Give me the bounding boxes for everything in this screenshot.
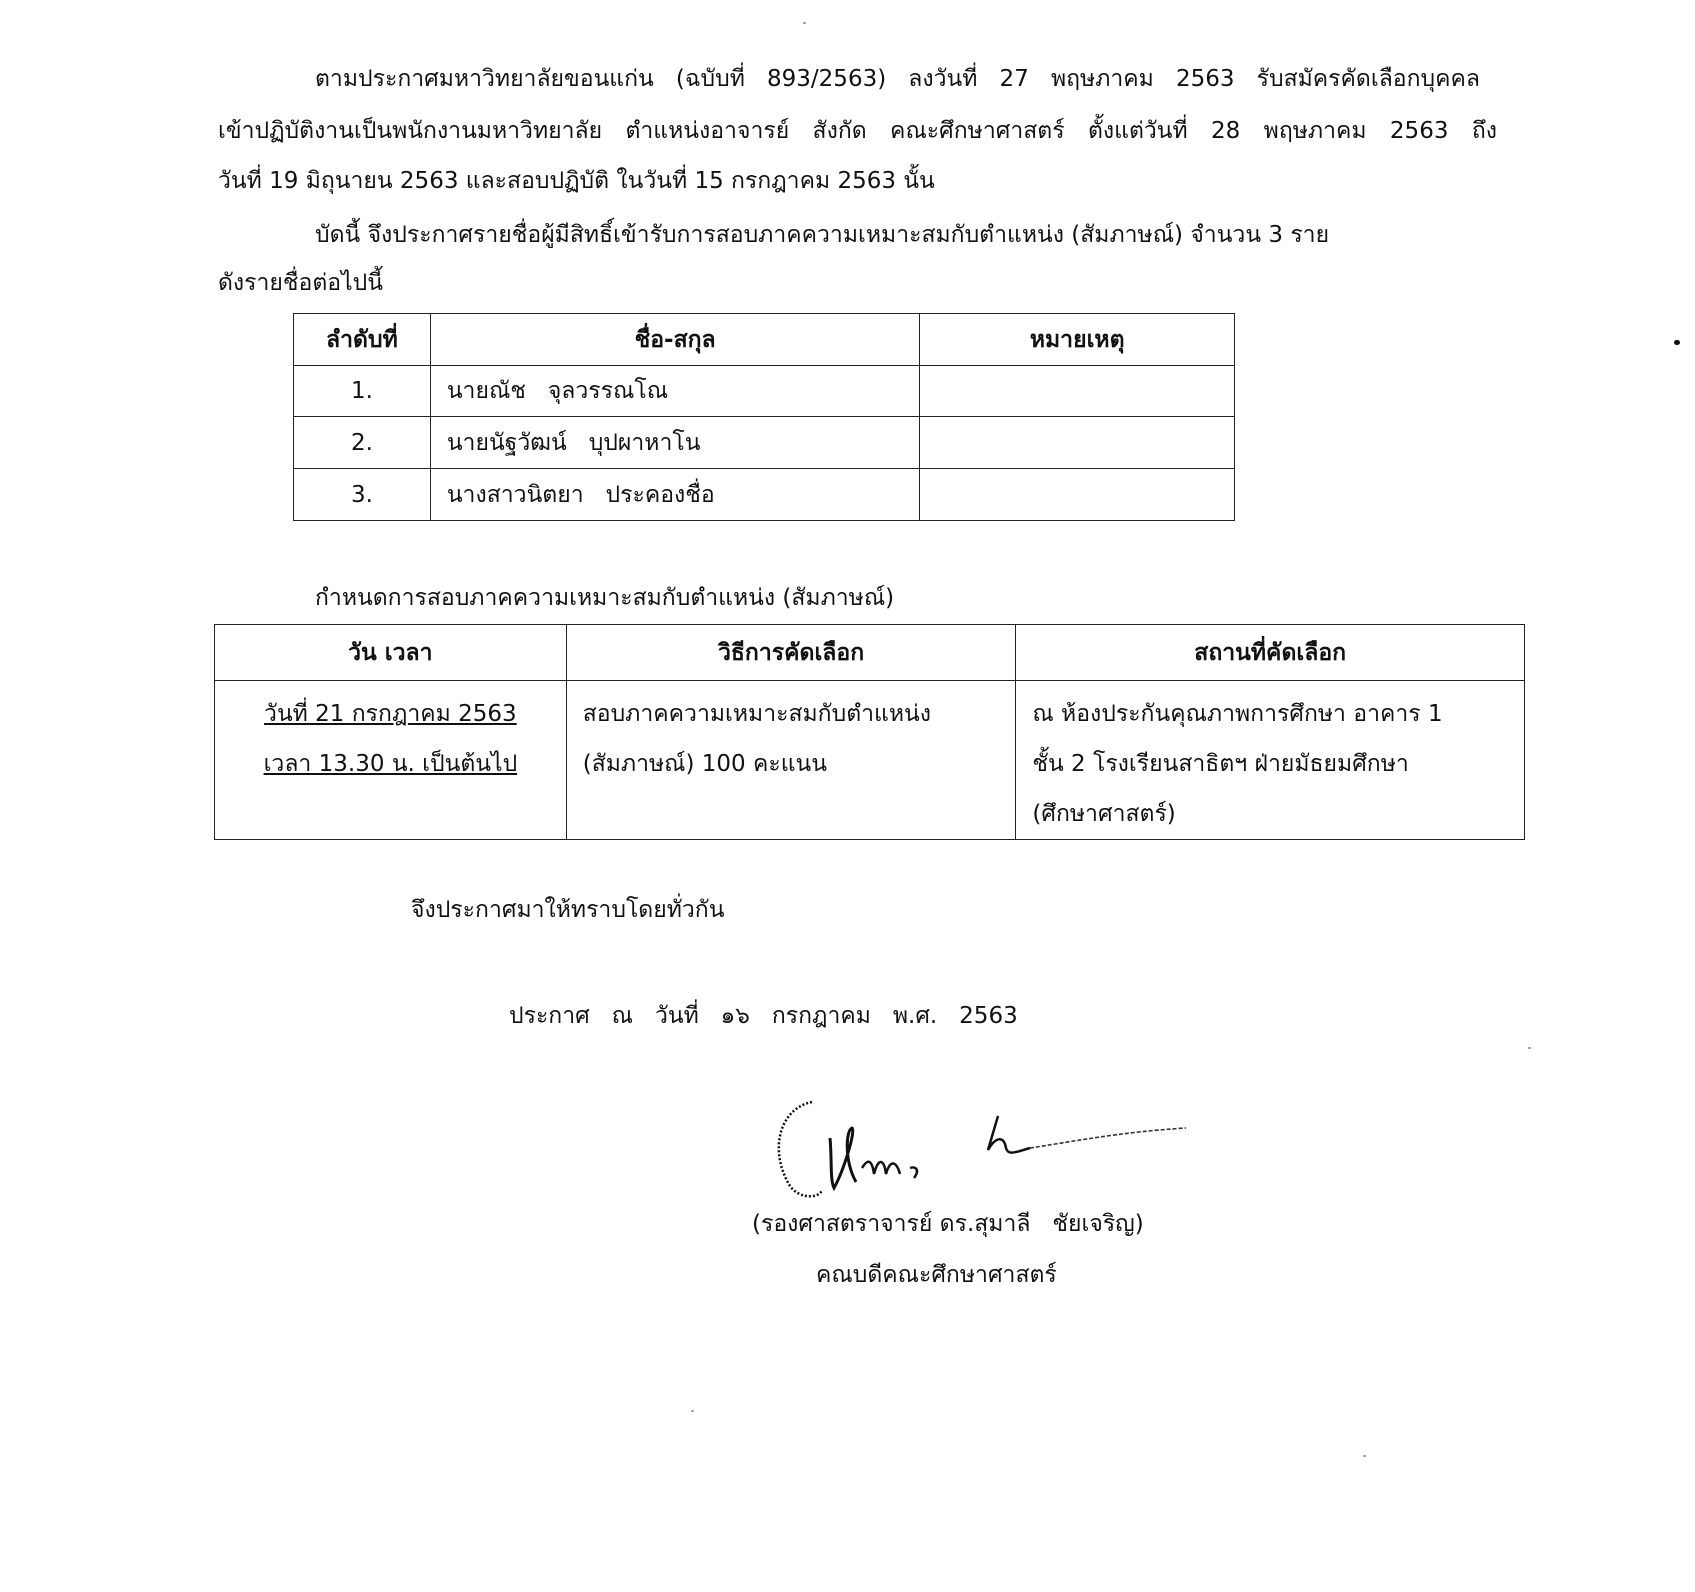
row-order: 1. (294, 366, 431, 417)
scan-speck (691, 1410, 694, 1412)
schedule-table (214, 624, 1525, 840)
schedule-datetime-cell (215, 681, 567, 840)
schedule-row (215, 681, 1525, 840)
row-name: นายนัฐวัฒน์ บุปผาหาโน (430, 417, 920, 469)
header-order: ลำดับที่ (294, 314, 431, 366)
schedule-heading: กำหนดการสอบภาคความเหมาะสมกับตำแหน่ง (สัมภาษณ์) (315, 585, 895, 611)
header-datetime: วัน เวลา (215, 625, 567, 681)
schedule-place-line-2: ชั้น 2 โรงเรียนสาธิตฯ ฝ่ายมัธยมศึกษา (1032, 751, 1409, 777)
intro-line-3: วันที่ 19 มิถุนายน 2563 และสอบปฏิบัติ ในวันที่ 15 กรกฎาคม 2563 นั้น (218, 168, 935, 194)
schedule-place-line-3: (ศึกษาศาสตร์) (1032, 801, 1176, 827)
closing-text: จึงประกาศมาให้ทราบโดยทั่วกัน (411, 897, 725, 923)
table-row (294, 469, 1235, 521)
table-row (294, 417, 1235, 469)
schedule-place-cell (1016, 681, 1525, 840)
scan-speck (1363, 1455, 1366, 1457)
scan-speck (803, 22, 806, 24)
signatory-title: คณบดีคณะศึกษาศาสตร์ (816, 1262, 1057, 1288)
candidates-header-row (294, 314, 1235, 366)
table-row (294, 366, 1235, 417)
schedule-place-line-1: ณ ห้องประกันคุณภาพการศึกษา อาคาร 1 (1032, 701, 1443, 727)
schedule-method-line-1: สอบภาคความเหมาะสมกับตำแหน่ง (582, 701, 931, 727)
header-name: ชื่อ-สกุล (430, 314, 920, 366)
row-note (920, 417, 1235, 469)
scan-speck (1528, 1047, 1531, 1049)
row-name: นางสาวนิตยา ประคองชื่อ (430, 469, 920, 521)
intro-line-2: เข้าปฏิบัติงานเป็นพนักงานมหาวิทยาลัย ตำแหน่งอาจารย์ สังกัด คณะศึกษาศาสตร์ ตั้งแต่วันที่ 28 พฤษภาคม 2563 ถึง (218, 118, 1497, 144)
scan-speck (1674, 340, 1680, 345)
header-note: หมายเหตุ (920, 314, 1235, 366)
schedule-method-line-2: (สัมภาษณ์) 100 คะแนน (582, 751, 827, 777)
row-note (920, 469, 1235, 521)
schedule-time: เวลา 13.30 น. เป็นต้นไป (263, 751, 518, 777)
signatory-name: (รองศาสตราจารย์ ดร.สุมาลี ชัยเจริญ) (752, 1211, 1144, 1237)
schedule-header-row (215, 625, 1525, 681)
header-method: วิธีการคัดเลือก (566, 625, 1016, 681)
intro-line-5: ดังรายชื่อต่อไปนี้ (218, 270, 383, 296)
schedule-date: วันที่ 21 กรกฎาคม 2563 (264, 701, 517, 727)
signature-image (760, 1090, 1200, 1210)
row-name: นายณัช จุลวรรณโณ (430, 366, 920, 417)
announcement-date: ประกาศ ณ วันที่ ๑๖ กรกฎาคม พ.ศ. 2563 (509, 1003, 1018, 1029)
row-order: 3. (294, 469, 431, 521)
row-note (920, 366, 1235, 417)
intro-line-1: ตามประกาศมหาวิทยาลัยขอนแก่น (ฉบับที่ 893/2563) ลงวันที่ 27 พฤษภาคม 2563 รับสมัครคัดเลือกบุคคล (315, 66, 1480, 92)
intro-line-4: บัดนี้ จึงประกาศรายชื่อผู้มีสิทธิ์เข้ารับการสอบภาคความเหมาะสมกับตำแหน่ง (สัมภาษณ์) จำนวน 3 ราย (315, 222, 1330, 248)
candidates-table (293, 313, 1235, 521)
header-place: สถานที่คัดเลือก (1016, 625, 1525, 681)
schedule-method-cell (566, 681, 1016, 840)
row-order: 2. (294, 417, 431, 469)
